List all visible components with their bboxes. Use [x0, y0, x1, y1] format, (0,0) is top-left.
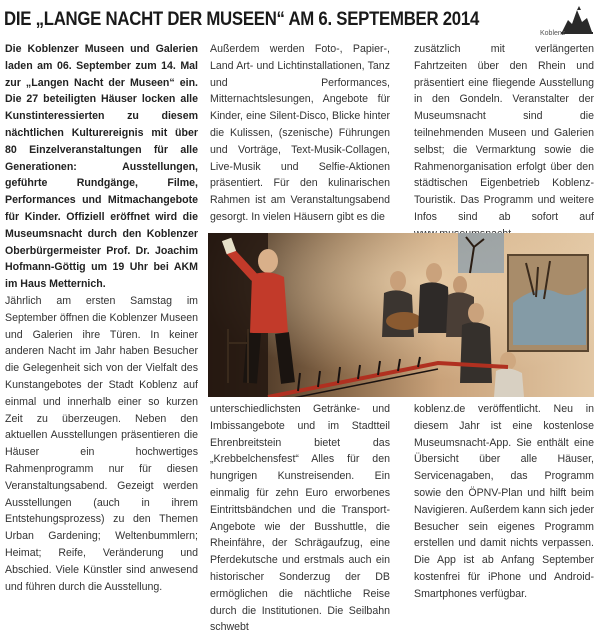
- column-2-bottom: [210, 401, 390, 636]
- column-3-bottom: [414, 401, 594, 603]
- column-2-top: [210, 41, 390, 226]
- lead-paragraph: Die Koblenzer Museen und Galerien laden am 06. September zum 14. Mal zur „Langen Nacht der Museen“ ein. Die 27 beteiligten Häuser locken alle Kunstinteressierten zu diesem nächtlichen Kulturereignis mit über 80 Einzelveranstaltungen für alle Generationen: Ausstellungen, geführte Rundgänge, Filme, Performances und Mitmachangebote für Kinder. Offiziell eröffnet wird die Museumsnacht durch den Koblenzer Oberbürgermeister Prof. Dr. Joachim Hofmann-Göttig um 19 Uhr bei AKM im Haus Metternich.: [5, 43, 198, 291]
- body-paragraph-3: zusätzlich mit verlängerten Fahrtzeiten über den Rhein und präsentiert eine fliegende Ausstellung in den Gondeln. Veranstalter der Museumsnacht sind die teilnehmenden Museen und Galerien selbst; die Vermarktung sowie die Rahmenorganisation erfolgt über den städtischen Eigenbetrieb Koblenz-Touristik. Das Programm und weitere Infos sind ab sofort auf: [414, 43, 594, 223]
- body-paragraph-5: koblenz.de veröffentlicht. Neu in diesem Jahr ist eine kostenlose Museumsnacht-App. Sie enthält eine Übersicht über alle Häuser, Servicenagaben, das Programm sowie den ÖPNV-Plan und hilft beim Navigieren. Außerdem kann sich jeder Besucher sein eigenes Programm erstellen und damit nichts verpassen. Die App ist ab Anfang September kostenfrei für iPhone und Android-Smartphones verfügbar.: [414, 403, 594, 600]
- body-paragraph-1: Jährlich am ersten Samstag im September öffnen die Koblenzer Museen und Galerien ihre Türen. In keiner anderen Nacht im Jahr haben Besucher die Gelegenheit sich von der Vielfalt des Kunstangebotes der Stadt Koblenz auf einmal und innerhalb einer so kurzen Zeit zu überzeugen. Neben den aktuellen Ausstellungen präsentieren die Häuser ein hochwertiges Rahmenprogramm nur für diesen Veranstaltungsabend. Gezeigt werden Ausstellungen (auch in ihrem Entstehungsprozess) zu den Themen Urban Gardening; Weltenbummlern; Heimat; Reife, Veränderung und Abschied. Viele Künstler sind anwesend und führen durch die Ausstellung.: [5, 294, 198, 593]
- logo-label: Koblenz: [540, 30, 566, 37]
- headline: DIE „LANGE NACHT DER MUSEEN“ AM 6. SEPTEMBER 2014: [4, 8, 480, 30]
- column-1: [5, 41, 198, 595]
- event-photo: [208, 233, 594, 397]
- body-paragraph-2: Außerdem werden Foto-, Papier-, Land Art- und Lichtinstallationen, Tanz und Performances, Mitternachtslesungen, Angebote für Kinder, eine Silent-Disco, Blicke hinter die Kulissen, (szenische) Führungen und Vorträge, Text-Musik-Collagen, Live-Musik und Selfie-Aktionen präsentiert. Für den kulinarischen Rahmen ist am Veranstaltungsabend gesorgt. In vielen Häusern gibt es die: [210, 43, 390, 223]
- column-3-top: [414, 41, 594, 243]
- body-paragraph-4: unterschiedlichsten Getränke- und Imbissangebote und im Stadtteil Ehrenbreitstein bietet das „Krebbelchensfest“ Alles für den hungrigen Kunstreisenden. Ein einmalig für zehn Euro erworbenes Eintrittsbändchen und die Transport-Angebote wie der Busshuttle, die Rheinfähre, der Schrägaufzug, eine Pferdekutsche und erstmals auch ein historischer Sonderzug der DB ermöglichen die nächtliche Reise durch die Institutionen. Die Seilbahn schwebt: [210, 403, 390, 634]
